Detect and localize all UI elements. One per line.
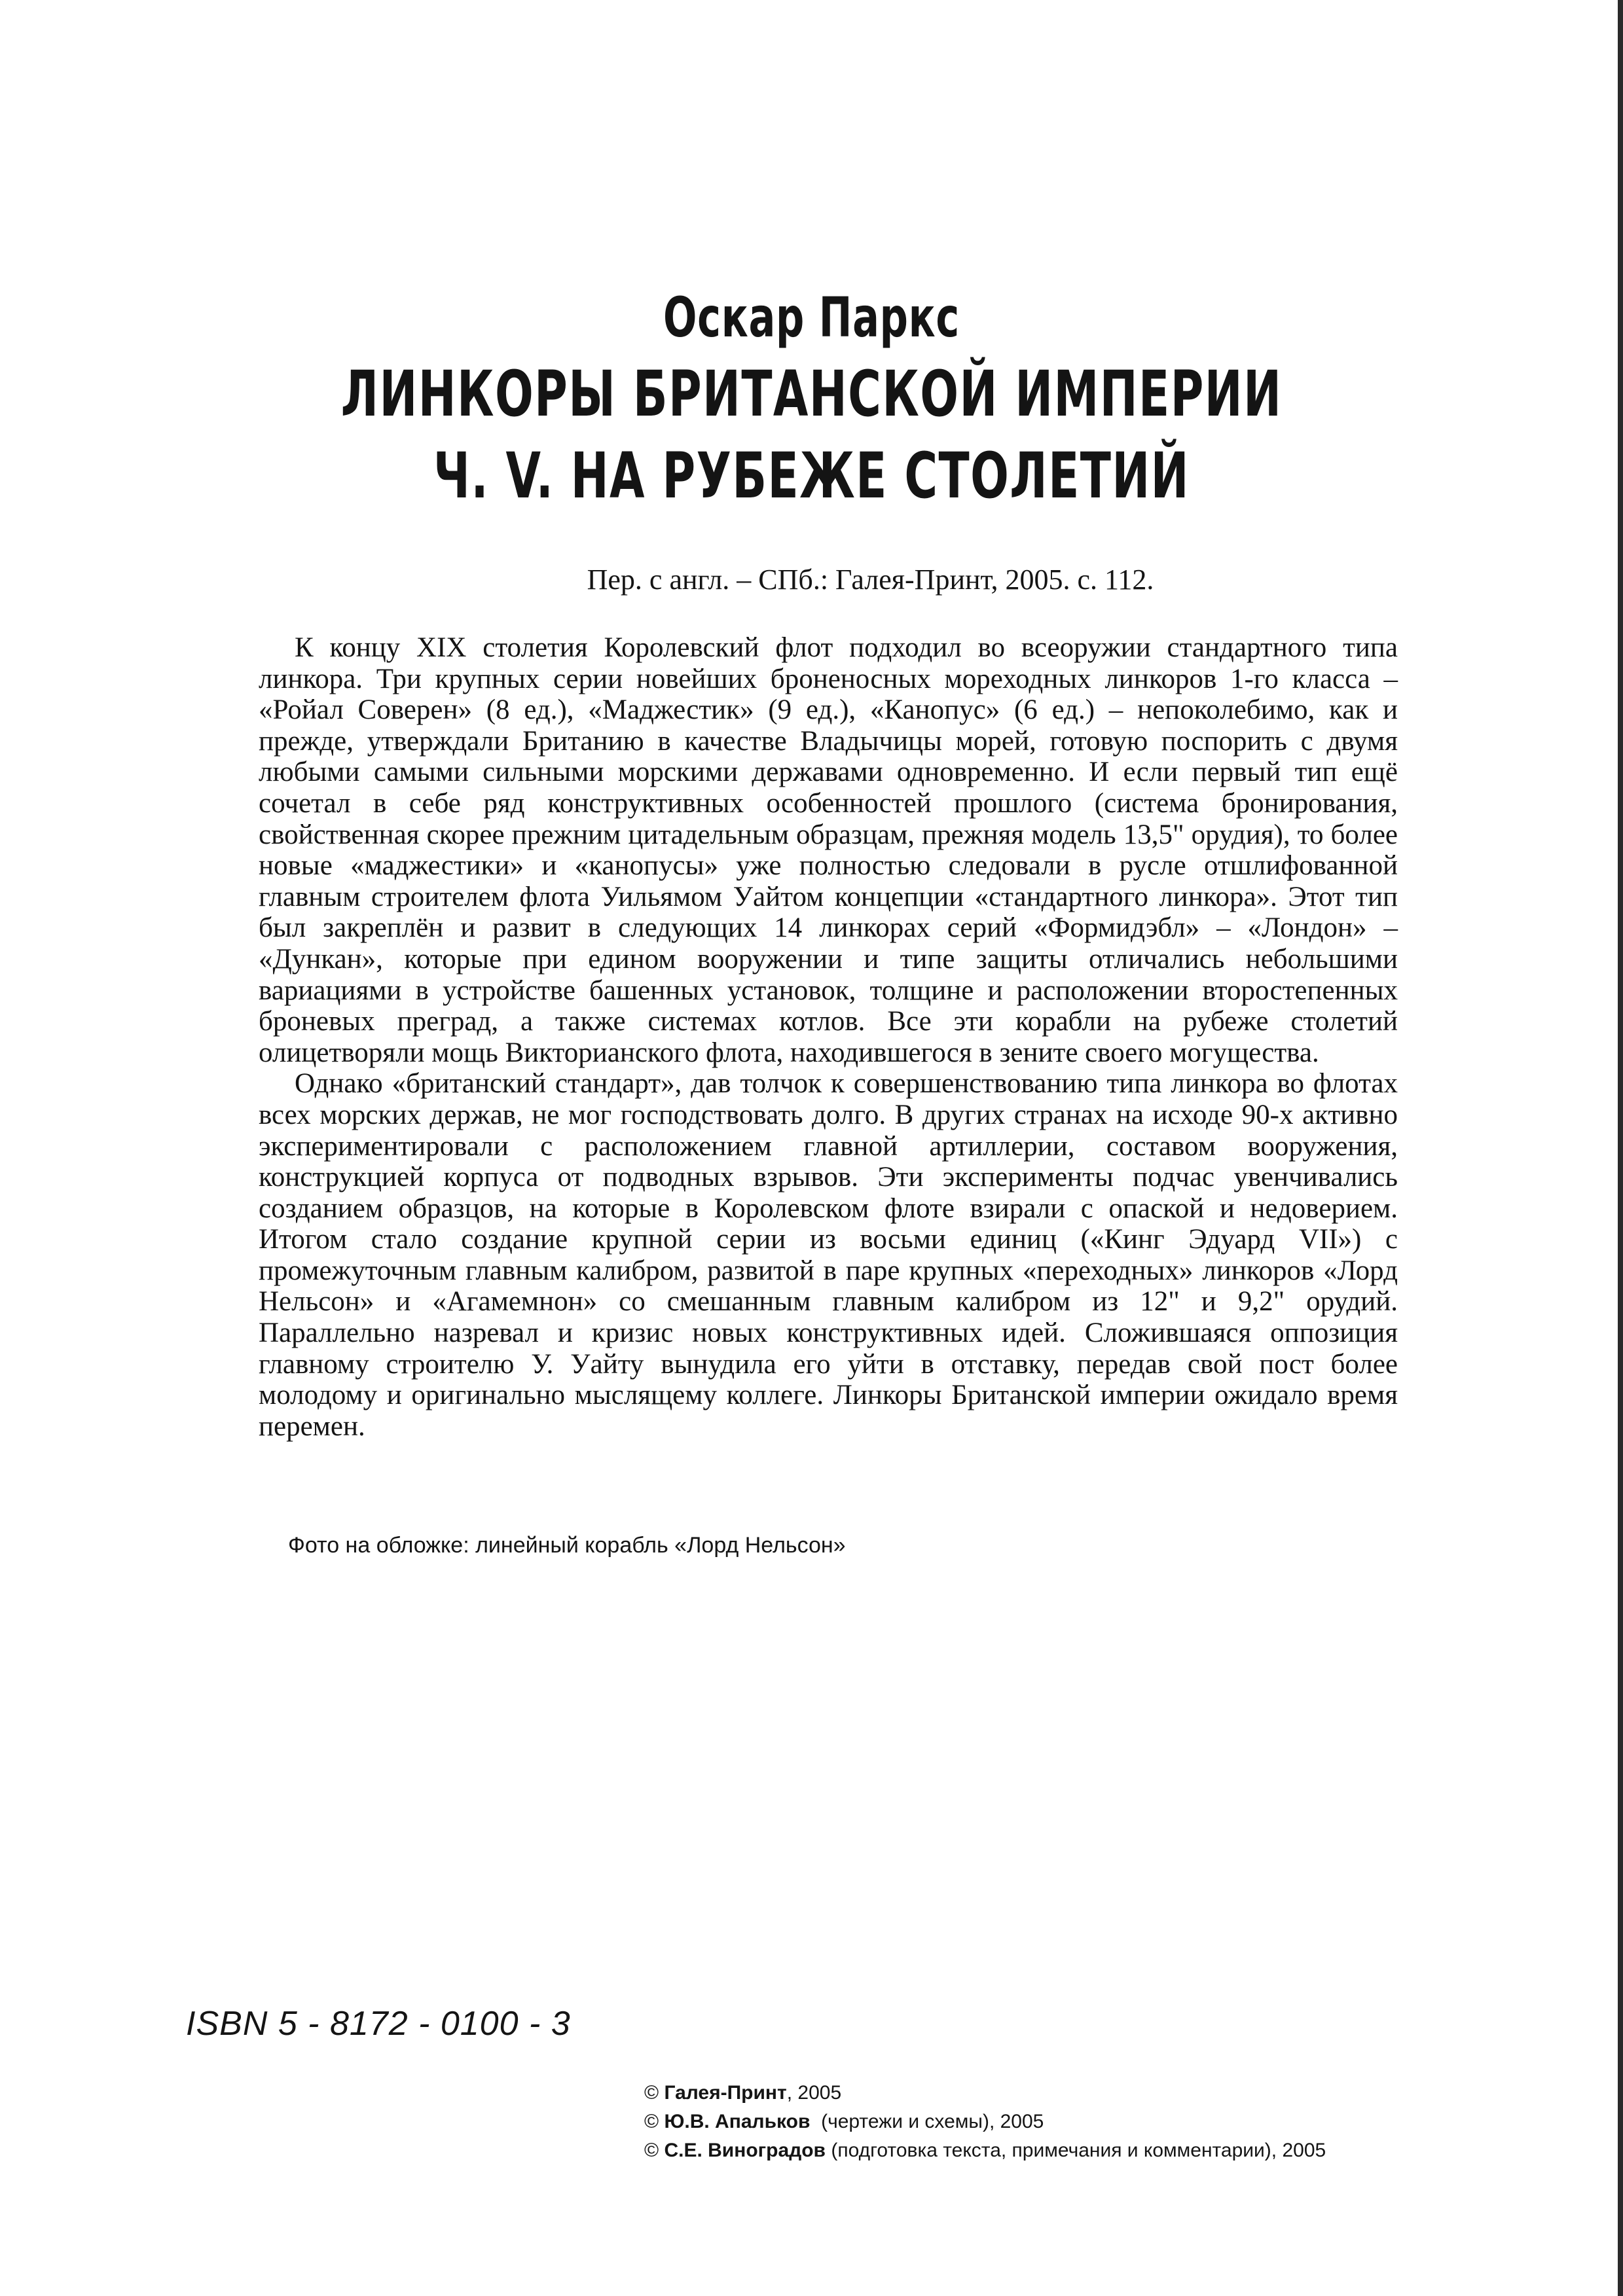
copyright-line xyxy=(644,2079,1326,2108)
paragraph: К концу XIX столетия Королевский флот подходил во всеоружии стандартного типа линкора. Три крупных серии новейших броненосных мореходных линкоров 1-го класса – «Ройал Соверен» (8 ед.), «Маджестик» (9 ед.), «Канопус» (6 ед.) – непоколебимо, как и прежде, утверждали Британию в качестве Владычицы морей, готовую поспорить с двумя любыми самыми сильными морскими державами одновременно. И если первый тип ещё сочетал в себе ряд конструктивных особенностей прошлого (система бронирования, свойственная скорее прежним цитадельным образцам, прежняя модель 13,5" орудия), то более новые «маджестики» и «канопусы» уже полностью следовали в русле отшлифованной главным строителем флота Уильямом Уайтом концепции «стандартного линкора». Этот тип был закреплён и развит в следующих 14 линкорах серий «Формидэбл» – «Лондон» – «Дункан», которые при едином вооружении и типе защиты отличались небольшими вариациями в устройстве башенных установок, толщине и расположении второстепенных броневых преград, а также системах котлов. Все эти корабли на рубеже столетий олицетворяли мощь Викторианского флота, находившегося в зените своего могущества. xyxy=(259,632,1398,1068)
publication-info: Пер. с англ. – СПб.: Галея-Принт, 2005. с. 112. xyxy=(587,564,1154,596)
paragraph: Однако «британский стандарт», дав толчок к совершенствованию типа линкора во флотах всех морских держав, не мог господствовать долго. В других странах на исходе 90-х активно экспериментировали с расположением главной артиллерии, составом вооружения, конструкцией корпуса от подводных взрывов. Эти эксперименты подчас увенчивались созданием образцов, на которые в Королевском флоте взирали с опаской и недоверием. Итогом стало создание крупной серии из восьми единиц («Кинг Эдуард VII») с промежуточным главным калибром, развитой в паре крупных «переходных» линкоров «Лорд Нельсон» и «Агамемнон» со смешанным главным калибром из 12" и 9,2" орудий. Параллельно назревал и кризис новых конструктивных идей. Сложившаяся оппозиция главному строителю У. Уайту вынудила его уйти в отставку, передав свой пост более молодому и оригинально мыслящему коллеге. Линкоры Британской империи ожидало время перемен. xyxy=(259,1068,1398,1442)
isbn: ISBN 5 - 8172 - 0100 - 3 xyxy=(186,2005,571,2043)
book-title: ЛИНКОРЫ БРИТАНСКОЙ ИМПЕРИИ xyxy=(340,357,1283,431)
copyright-symbol: © xyxy=(644,2111,659,2132)
copyright-holder: С.Е. Виноградов xyxy=(664,2140,826,2161)
copyright-symbol: © xyxy=(644,2140,659,2161)
copyright-holder: Ю.В. Апальков xyxy=(664,2111,811,2132)
copyright-line xyxy=(644,2108,1326,2136)
copyright-detail: , 2005 xyxy=(786,2082,842,2104)
book-subtitle: Ч. V. НА РУБЕЖЕ СТОЛЕТИЙ xyxy=(433,439,1190,512)
cover-photo-caption: Фото на обложке: линейный корабль «Лорд Нельсон» xyxy=(288,1533,846,1558)
copyright-symbol: © xyxy=(644,2082,659,2104)
author-name: Оскар Паркс xyxy=(663,285,960,350)
copyright-detail: (чертежи и схемы), 2005 xyxy=(810,2111,1044,2132)
copyright-line xyxy=(644,2136,1326,2165)
copyright-holder: Галея-Принт xyxy=(664,2082,787,2104)
copyright-detail: (подготовка текста, примечания и комментарии), 2005 xyxy=(826,2140,1326,2161)
copyright-block xyxy=(644,2079,1326,2165)
title-block xyxy=(0,281,1623,517)
annotation-text xyxy=(259,632,1398,1442)
